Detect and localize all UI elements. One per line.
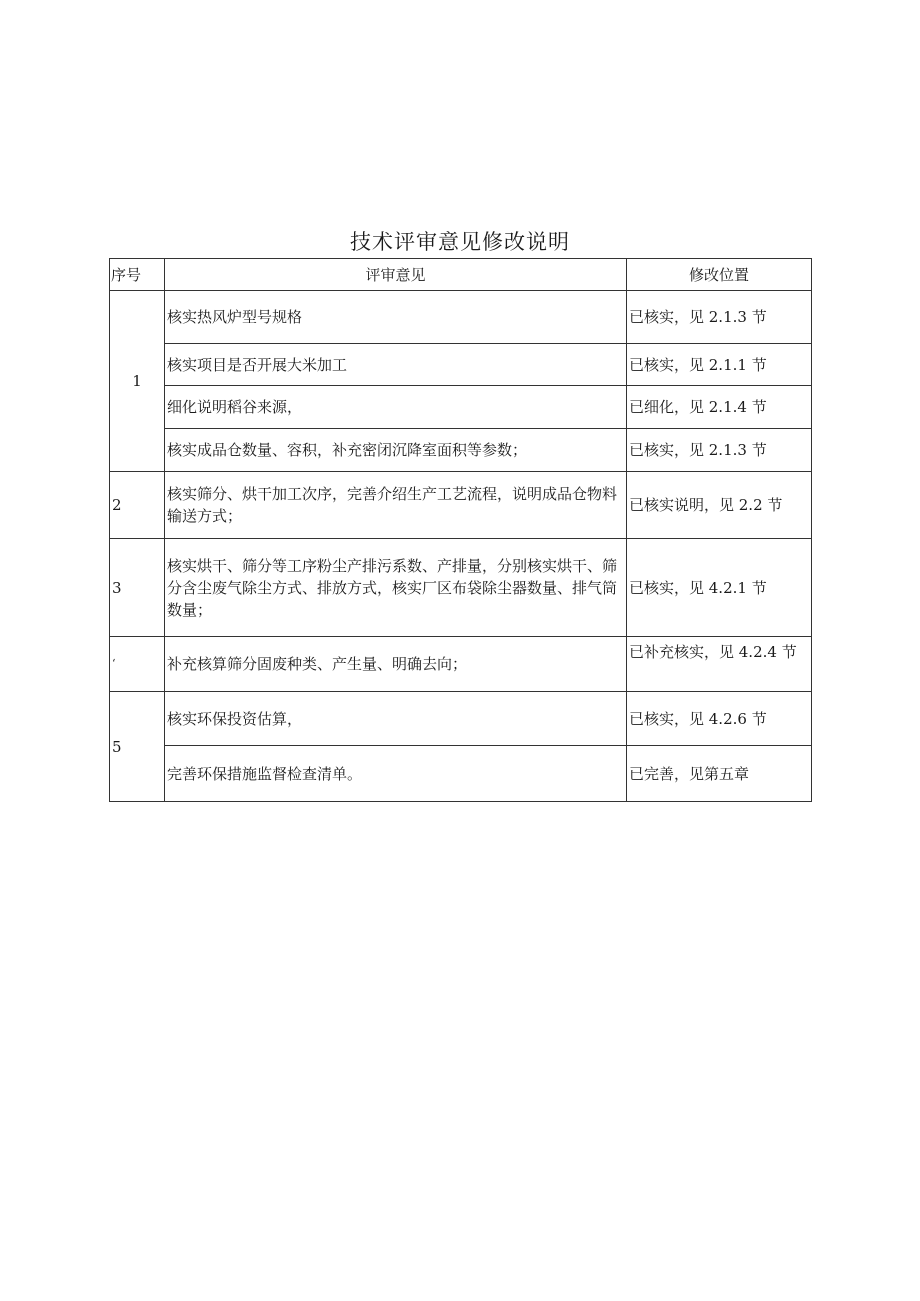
location-cell: 已核实，见 2.1.3 节	[627, 291, 812, 344]
opinion-cell: 核实项目是否开展大米加工	[165, 344, 627, 386]
seq-cell: 1	[110, 291, 165, 472]
seq-cell: 5	[110, 692, 165, 802]
opinion-cell: 核实环保投资估算，	[165, 692, 627, 746]
header-location: 修改位置	[627, 259, 812, 291]
location-cell: 已核实，见 2.1.1 节	[627, 344, 812, 386]
opinion-cell: 细化说明稻谷来源，	[165, 386, 627, 429]
location-cell: 已细化，见 2.1.4 节	[627, 386, 812, 429]
location-cell: 已核实说明，见 2.2 节	[627, 472, 812, 539]
opinion-cell: 补充核算筛分固废种类、产生量、明确去向；	[165, 637, 627, 692]
table-header-row	[110, 259, 812, 291]
location-cell: 已完善，见第五章	[627, 746, 812, 802]
table-row	[110, 746, 812, 802]
table-row	[110, 429, 812, 472]
table-row	[110, 692, 812, 746]
header-opinion: 评审意见	[165, 259, 627, 291]
opinion-cell: 核实筛分、烘干加工次序，完善介绍生产工艺流程，说明成品仓物料输送方式；	[165, 472, 627, 539]
opinion-cell: 核实烘干、筛分等工序粉尘产排污系数、产排量，分别核实烘干、筛分含尘废气除尘方式、排放方式，核实厂区布袋除尘器数量、排气筒数量；	[165, 539, 627, 637]
opinion-cell: 核实成品仓数量、容积，补充密闭沉降室面积等参数；	[165, 429, 627, 472]
seq-cell: ‘	[110, 637, 165, 692]
seq-cell: 3	[110, 539, 165, 637]
table-row	[110, 386, 812, 429]
opinion-cell: 完善环保措施监督检查清单。	[165, 746, 627, 802]
table-row	[110, 291, 812, 344]
location-cell: 已核实，见 4.2.6 节	[627, 692, 812, 746]
location-cell: 已核实，见 4.2.1 节	[627, 539, 812, 637]
location-cell: 已核实，见 2.1.3 节	[627, 429, 812, 472]
document-title: 技术评审意见修改说明	[350, 230, 570, 254]
seq-cell: 2	[110, 472, 165, 539]
opinion-cell: 核实热风炉型号规格	[165, 291, 627, 344]
header-seq: 序号	[110, 259, 165, 291]
table-row	[110, 344, 812, 386]
table-row	[110, 472, 812, 539]
table-row	[110, 539, 812, 637]
location-cell: 已补充核实，见 4.2.4 节	[627, 637, 812, 692]
table-row	[110, 637, 812, 692]
review-table	[109, 258, 812, 802]
